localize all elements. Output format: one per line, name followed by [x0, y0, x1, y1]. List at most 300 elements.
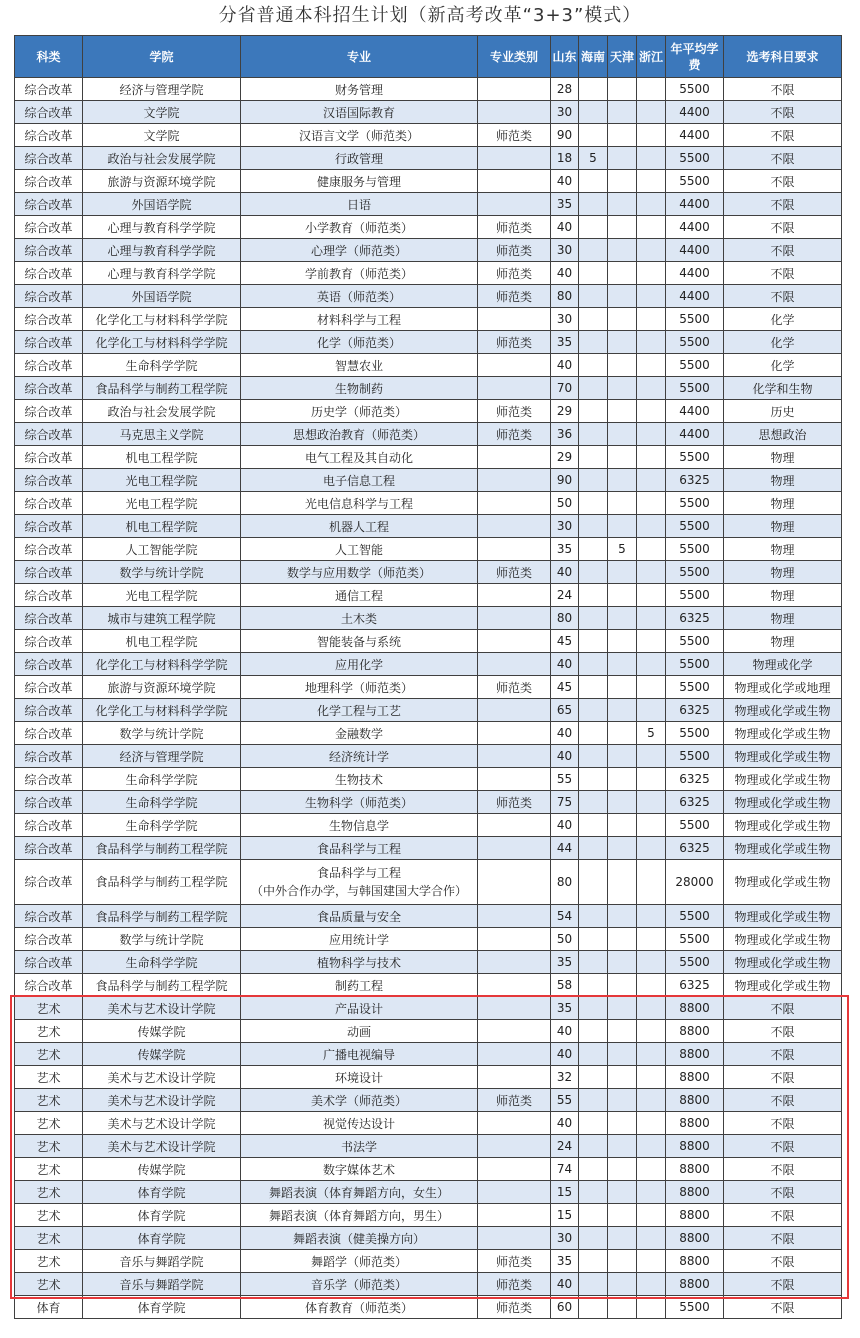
- hainan-cell: [579, 928, 608, 951]
- major-cell: 地理科学（师范类）: [241, 676, 478, 699]
- zhejiang-cell: [637, 1296, 666, 1319]
- hainan-cell: [579, 193, 608, 216]
- subject-cell: 艺术: [15, 1020, 83, 1043]
- major-type-cell: [478, 584, 551, 607]
- subject-cell: 综合改革: [15, 905, 83, 928]
- hainan-cell: [579, 1296, 608, 1319]
- hainan-cell: [579, 1043, 608, 1066]
- major-type-cell: 师范类: [478, 561, 551, 584]
- tuition-cell: 8800: [666, 1043, 724, 1066]
- zhejiang-cell: 5: [637, 722, 666, 745]
- zhejiang-cell: [637, 676, 666, 699]
- zhejiang-cell: [637, 607, 666, 630]
- tianjin-cell: [608, 974, 637, 997]
- college-cell: 生命科学学院: [83, 354, 241, 377]
- zhejiang-cell: [637, 1250, 666, 1273]
- major-type-cell: 师范类: [478, 1250, 551, 1273]
- zhejiang-cell: [637, 262, 666, 285]
- hainan-cell: [579, 469, 608, 492]
- major-cell: 土木类: [241, 607, 478, 630]
- shandong-cell: 44: [551, 837, 579, 860]
- zhejiang-cell: [637, 814, 666, 837]
- tuition-cell: 4400: [666, 262, 724, 285]
- major-cell: 汉语言文学（师范类）: [241, 124, 478, 147]
- table-row: [15, 78, 842, 101]
- table-row: [15, 262, 842, 285]
- major-cell: 电子信息工程: [241, 469, 478, 492]
- tuition-cell: 8800: [666, 1112, 724, 1135]
- subject-cell: 综合改革: [15, 699, 83, 722]
- tuition-cell: 5500: [666, 722, 724, 745]
- college-cell: 人工智能学院: [83, 538, 241, 561]
- zhejiang-cell: [637, 699, 666, 722]
- shandong-cell: 29: [551, 446, 579, 469]
- major-cell: 行政管理: [241, 147, 478, 170]
- requirement-cell: 不限: [724, 1296, 842, 1319]
- zhejiang-cell: [637, 1089, 666, 1112]
- table-row: [15, 147, 842, 170]
- tianjin-cell: [608, 1227, 637, 1250]
- major-cell: [241, 860, 478, 905]
- major-cell: 美术学（师范类）: [241, 1089, 478, 1112]
- college-cell: 美术与艺术设计学院: [83, 1089, 241, 1112]
- tianjin-cell: [608, 997, 637, 1020]
- major-type-cell: [478, 515, 551, 538]
- major-type-cell: [478, 951, 551, 974]
- major-cell: 智慧农业: [241, 354, 478, 377]
- requirement-cell: 物理: [724, 492, 842, 515]
- requirement-cell: 物理: [724, 469, 842, 492]
- hainan-cell: [579, 974, 608, 997]
- tianjin-cell: [608, 561, 637, 584]
- requirement-cell: 物理或化学或生物: [724, 791, 842, 814]
- requirement-cell: 物理或化学或生物: [724, 699, 842, 722]
- tianjin-cell: [608, 492, 637, 515]
- shandong-cell: 24: [551, 1135, 579, 1158]
- major-type-cell: [478, 1043, 551, 1066]
- college-cell: 生命科学学院: [83, 814, 241, 837]
- major-cell: 生物科学（师范类）: [241, 791, 478, 814]
- shandong-cell: 80: [551, 285, 579, 308]
- hainan-cell: [579, 400, 608, 423]
- tianjin-cell: [608, 1020, 637, 1043]
- college-cell: 城市与建筑工程学院: [83, 607, 241, 630]
- requirement-cell: 不限: [724, 1273, 842, 1296]
- requirement-cell: 化学: [724, 354, 842, 377]
- header-requirement: 选考科目要求: [724, 36, 842, 78]
- major-cell: 财务管理: [241, 78, 478, 101]
- subject-cell: 综合改革: [15, 538, 83, 561]
- college-cell: 食品科学与制药工程学院: [83, 837, 241, 860]
- major-type-cell: 师范类: [478, 239, 551, 262]
- tuition-cell: 4400: [666, 239, 724, 262]
- hainan-cell: [579, 1181, 608, 1204]
- college-cell: 机电工程学院: [83, 446, 241, 469]
- major-cell: 机器人工程: [241, 515, 478, 538]
- college-cell: 光电工程学院: [83, 469, 241, 492]
- major-cell: 舞蹈表演（体育舞蹈方向，女生）: [241, 1181, 478, 1204]
- tianjin-cell: [608, 1296, 637, 1319]
- zhejiang-cell: [637, 1135, 666, 1158]
- tuition-cell: 5500: [666, 584, 724, 607]
- tuition-cell: 5500: [666, 515, 724, 538]
- subject-cell: 综合改革: [15, 951, 83, 974]
- zhejiang-cell: [637, 446, 666, 469]
- major-type-cell: [478, 101, 551, 124]
- college-cell: 食品科学与制药工程学院: [83, 860, 241, 905]
- hainan-cell: [579, 170, 608, 193]
- college-cell: 食品科学与制药工程学院: [83, 905, 241, 928]
- tuition-cell: 6325: [666, 768, 724, 791]
- tuition-cell: 8800: [666, 1158, 724, 1181]
- requirement-cell: 物理或化学或生物: [724, 722, 842, 745]
- tuition-cell: 4400: [666, 400, 724, 423]
- subject-cell: 艺术: [15, 1273, 83, 1296]
- subject-cell: 综合改革: [15, 860, 83, 905]
- tuition-cell: 5500: [666, 377, 724, 400]
- hainan-cell: [579, 837, 608, 860]
- shandong-cell: 40: [551, 814, 579, 837]
- tianjin-cell: [608, 860, 637, 905]
- major-cell: 健康服务与管理: [241, 170, 478, 193]
- tianjin-cell: [608, 1181, 637, 1204]
- tuition-cell: 5500: [666, 928, 724, 951]
- table-row: [15, 1135, 842, 1158]
- table-row: [15, 124, 842, 147]
- zhejiang-cell: [637, 101, 666, 124]
- tuition-cell: 8800: [666, 1089, 724, 1112]
- subject-cell: 艺术: [15, 1181, 83, 1204]
- major-cell: 智能装备与系统: [241, 630, 478, 653]
- table-row: [15, 446, 842, 469]
- major-cell: 人工智能: [241, 538, 478, 561]
- table-row: [15, 377, 842, 400]
- subject-cell: 综合改革: [15, 308, 83, 331]
- zhejiang-cell: [637, 584, 666, 607]
- zhejiang-cell: [637, 905, 666, 928]
- hainan-cell: [579, 768, 608, 791]
- major-cell: 学前教育（师范类）: [241, 262, 478, 285]
- subject-cell: 综合改革: [15, 124, 83, 147]
- major-type-cell: [478, 1158, 551, 1181]
- hainan-cell: [579, 285, 608, 308]
- shandong-cell: 35: [551, 1250, 579, 1273]
- college-cell: 心理与教育科学学院: [83, 216, 241, 239]
- table-row: [15, 584, 842, 607]
- zhejiang-cell: [637, 170, 666, 193]
- shandong-cell: 58: [551, 974, 579, 997]
- subject-cell: 综合改革: [15, 147, 83, 170]
- tuition-cell: 5500: [666, 78, 724, 101]
- major-type-cell: [478, 860, 551, 905]
- hainan-cell: [579, 446, 608, 469]
- tianjin-cell: [608, 170, 637, 193]
- major-type-cell: 师范类: [478, 285, 551, 308]
- shandong-cell: 80: [551, 860, 579, 905]
- major-cell: 生物制药: [241, 377, 478, 400]
- shandong-cell: 35: [551, 538, 579, 561]
- zhejiang-cell: [637, 974, 666, 997]
- tuition-cell: 5500: [666, 951, 724, 974]
- major-cell: 体育教育（师范类）: [241, 1296, 478, 1319]
- major-type-cell: 师范类: [478, 1296, 551, 1319]
- table-row: [15, 699, 842, 722]
- tianjin-cell: [608, 699, 637, 722]
- table-row: [15, 561, 842, 584]
- hainan-cell: [579, 997, 608, 1020]
- college-cell: 化学化工与材料科学学院: [83, 308, 241, 331]
- table-row: [15, 653, 842, 676]
- major-cell: 动画: [241, 1020, 478, 1043]
- requirement-cell: 不限: [724, 1135, 842, 1158]
- shandong-cell: 80: [551, 607, 579, 630]
- major-type-cell: [478, 1181, 551, 1204]
- tuition-cell: 5500: [666, 308, 724, 331]
- header-tuition: 年平均学费: [666, 36, 724, 78]
- table-row: [15, 193, 842, 216]
- zhejiang-cell: [637, 285, 666, 308]
- shandong-cell: 36: [551, 423, 579, 446]
- zhejiang-cell: [637, 745, 666, 768]
- tuition-cell: 8800: [666, 1273, 724, 1296]
- tianjin-cell: [608, 905, 637, 928]
- shandong-cell: 35: [551, 997, 579, 1020]
- requirement-cell: 不限: [724, 78, 842, 101]
- requirement-cell: 物理或化学或生物: [724, 928, 842, 951]
- shandong-cell: 50: [551, 928, 579, 951]
- requirement-cell: 不限: [724, 262, 842, 285]
- zhejiang-cell: [637, 538, 666, 561]
- hainan-cell: [579, 814, 608, 837]
- requirement-cell: 物理或化学: [724, 653, 842, 676]
- tuition-cell: 8800: [666, 1250, 724, 1273]
- tuition-cell: 5500: [666, 538, 724, 561]
- shandong-cell: 40: [551, 745, 579, 768]
- hainan-cell: [579, 101, 608, 124]
- zhejiang-cell: [637, 1204, 666, 1227]
- hainan-cell: [579, 216, 608, 239]
- college-cell: 政治与社会发展学院: [83, 400, 241, 423]
- tianjin-cell: 5: [608, 538, 637, 561]
- requirement-cell: 不限: [724, 216, 842, 239]
- major-type-cell: [478, 630, 551, 653]
- shandong-cell: 40: [551, 216, 579, 239]
- major-cell: 小学教育（师范类）: [241, 216, 478, 239]
- zhejiang-cell: [637, 193, 666, 216]
- college-cell: 音乐与舞蹈学院: [83, 1273, 241, 1296]
- tuition-cell: 8800: [666, 1020, 724, 1043]
- subject-cell: 综合改革: [15, 768, 83, 791]
- college-cell: 美术与艺术设计学院: [83, 1112, 241, 1135]
- subject-cell: 综合改革: [15, 170, 83, 193]
- major-cell: 通信工程: [241, 584, 478, 607]
- zhejiang-cell: [637, 354, 666, 377]
- requirement-cell: 不限: [724, 1158, 842, 1181]
- major-type-cell: [478, 492, 551, 515]
- requirement-cell: 不限: [724, 1204, 842, 1227]
- shandong-cell: 50: [551, 492, 579, 515]
- subject-cell: 综合改革: [15, 837, 83, 860]
- tianjin-cell: [608, 124, 637, 147]
- subject-cell: 艺术: [15, 1112, 83, 1135]
- zhejiang-cell: [637, 1043, 666, 1066]
- table-row: [15, 1296, 842, 1319]
- zhejiang-cell: [637, 768, 666, 791]
- shandong-cell: 32: [551, 1066, 579, 1089]
- major-type-cell: [478, 377, 551, 400]
- tuition-cell: 4400: [666, 124, 724, 147]
- hainan-cell: [579, 262, 608, 285]
- shandong-cell: 40: [551, 170, 579, 193]
- tuition-cell: 8800: [666, 1227, 724, 1250]
- tuition-cell: 6325: [666, 607, 724, 630]
- zhejiang-cell: [637, 653, 666, 676]
- college-cell: 外国语学院: [83, 285, 241, 308]
- major-cell: 英语（师范类）: [241, 285, 478, 308]
- table-row: [15, 1089, 842, 1112]
- tuition-cell: 5500: [666, 492, 724, 515]
- subject-cell: 艺术: [15, 1089, 83, 1112]
- hainan-cell: [579, 860, 608, 905]
- major-cell: 数字媒体艺术: [241, 1158, 478, 1181]
- hainan-cell: [579, 308, 608, 331]
- shandong-cell: 40: [551, 262, 579, 285]
- subject-cell: 综合改革: [15, 653, 83, 676]
- subject-cell: 综合改革: [15, 331, 83, 354]
- tuition-cell: 28000: [666, 860, 724, 905]
- tianjin-cell: [608, 676, 637, 699]
- shandong-cell: 70: [551, 377, 579, 400]
- major-cell: 舞蹈表演（体育舞蹈方向，男生）: [241, 1204, 478, 1227]
- shandong-cell: 40: [551, 1273, 579, 1296]
- subject-cell: 艺术: [15, 997, 83, 1020]
- zhejiang-cell: [637, 423, 666, 446]
- tianjin-cell: [608, 837, 637, 860]
- tianjin-cell: [608, 951, 637, 974]
- tianjin-cell: [608, 1158, 637, 1181]
- tianjin-cell: [608, 1273, 637, 1296]
- table-row: [15, 216, 842, 239]
- hainan-cell: [579, 1227, 608, 1250]
- subject-cell: 综合改革: [15, 78, 83, 101]
- header-major: 专业: [241, 36, 478, 78]
- table-row: [15, 745, 842, 768]
- tuition-cell: 6325: [666, 469, 724, 492]
- table-row: [15, 676, 842, 699]
- subject-cell: 综合改革: [15, 262, 83, 285]
- requirement-cell: 不限: [724, 101, 842, 124]
- requirement-cell: 不限: [724, 193, 842, 216]
- major-cell: 光电信息科学与工程: [241, 492, 478, 515]
- subject-cell: 综合改革: [15, 630, 83, 653]
- tuition-cell: 5500: [666, 745, 724, 768]
- zhejiang-cell: [637, 308, 666, 331]
- major-cell: 产品设计: [241, 997, 478, 1020]
- shandong-cell: 35: [551, 193, 579, 216]
- tuition-cell: 6325: [666, 974, 724, 997]
- tianjin-cell: [608, 1066, 637, 1089]
- college-cell: 体育学院: [83, 1227, 241, 1250]
- college-cell: 传媒学院: [83, 1043, 241, 1066]
- table-row: [15, 1181, 842, 1204]
- major-type-cell: [478, 1204, 551, 1227]
- requirement-cell: 物理: [724, 630, 842, 653]
- tuition-cell: 8800: [666, 1135, 724, 1158]
- tianjin-cell: [608, 1089, 637, 1112]
- subject-cell: 艺术: [15, 1250, 83, 1273]
- table-row: [15, 538, 842, 561]
- table-row: [15, 768, 842, 791]
- college-cell: 旅游与资源环境学院: [83, 676, 241, 699]
- tuition-cell: 5500: [666, 331, 724, 354]
- requirement-cell: 思想政治: [724, 423, 842, 446]
- subject-cell: 综合改革: [15, 974, 83, 997]
- tuition-cell: 4400: [666, 101, 724, 124]
- major-type-cell: [478, 699, 551, 722]
- subject-cell: 综合改革: [15, 492, 83, 515]
- major-type-cell: 师范类: [478, 1273, 551, 1296]
- shandong-cell: 60: [551, 1296, 579, 1319]
- college-cell: 文学院: [83, 124, 241, 147]
- requirement-cell: 不限: [724, 285, 842, 308]
- shandong-cell: 54: [551, 905, 579, 928]
- major-type-cell: 师范类: [478, 1089, 551, 1112]
- table-row: [15, 469, 842, 492]
- enrollment-plan-table: [14, 35, 842, 1319]
- subject-cell: 艺术: [15, 1227, 83, 1250]
- subject-cell: 综合改革: [15, 607, 83, 630]
- college-cell: 文学院: [83, 101, 241, 124]
- college-cell: 心理与教育科学学院: [83, 239, 241, 262]
- table-row: [15, 1273, 842, 1296]
- college-cell: 光电工程学院: [83, 584, 241, 607]
- college-cell: 数学与统计学院: [83, 722, 241, 745]
- major-type-cell: 师范类: [478, 216, 551, 239]
- requirement-cell: 物理: [724, 538, 842, 561]
- tianjin-cell: [608, 1204, 637, 1227]
- shandong-cell: 30: [551, 101, 579, 124]
- college-cell: 生命科学学院: [83, 768, 241, 791]
- zhejiang-cell: [637, 1181, 666, 1204]
- college-cell: 食品科学与制药工程学院: [83, 377, 241, 400]
- subject-cell: 综合改革: [15, 101, 83, 124]
- major-cell: 生物信息学: [241, 814, 478, 837]
- subject-cell: 综合改革: [15, 676, 83, 699]
- zhejiang-cell: [637, 630, 666, 653]
- shandong-cell: 30: [551, 239, 579, 262]
- major-cell: 环境设计: [241, 1066, 478, 1089]
- tuition-cell: 6325: [666, 791, 724, 814]
- subject-cell: 艺术: [15, 1043, 83, 1066]
- hainan-cell: [579, 515, 608, 538]
- tuition-cell: 5500: [666, 446, 724, 469]
- major-type-cell: [478, 1112, 551, 1135]
- zhejiang-cell: [637, 951, 666, 974]
- college-cell: 机电工程学院: [83, 515, 241, 538]
- tuition-cell: 8800: [666, 997, 724, 1020]
- major-cell: 应用统计学: [241, 928, 478, 951]
- college-cell: 心理与教育科学学院: [83, 262, 241, 285]
- subject-cell: 综合改革: [15, 216, 83, 239]
- zhejiang-cell: [637, 78, 666, 101]
- major-cell: 生物技术: [241, 768, 478, 791]
- requirement-cell: 不限: [724, 1020, 842, 1043]
- tuition-cell: 4400: [666, 423, 724, 446]
- tuition-cell: 5500: [666, 676, 724, 699]
- hainan-cell: [579, 630, 608, 653]
- subject-cell: 艺术: [15, 1158, 83, 1181]
- shandong-cell: 15: [551, 1181, 579, 1204]
